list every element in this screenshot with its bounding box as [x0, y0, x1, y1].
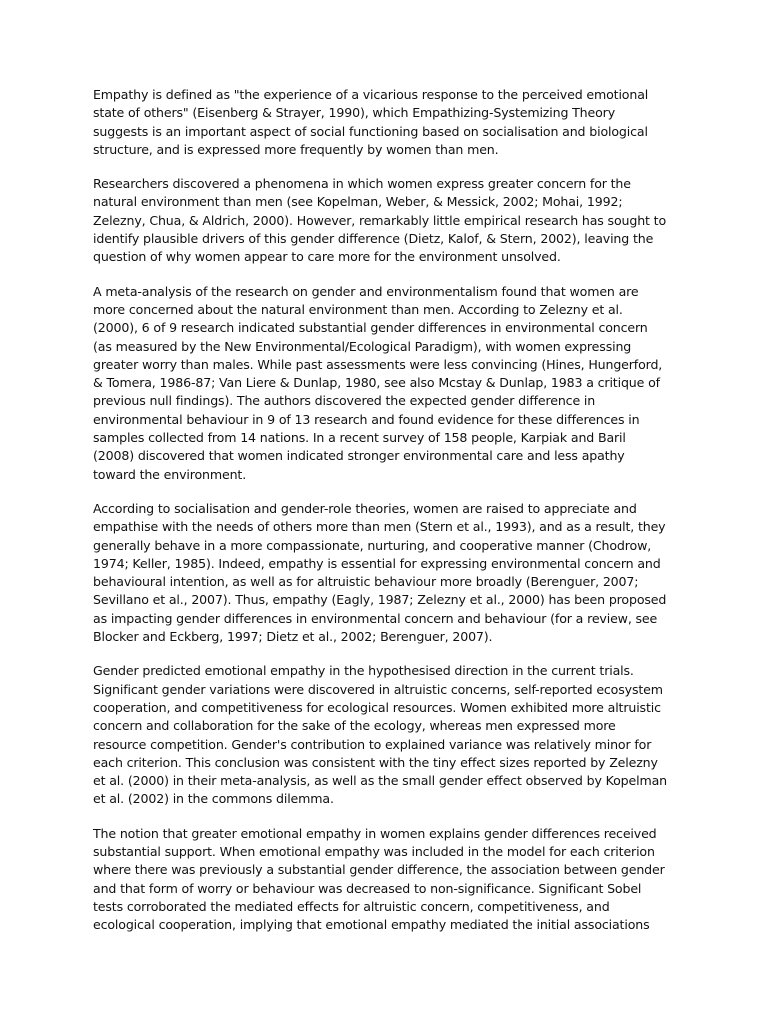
- text-line: behavioural intention, as well as for altruistic behaviour more broadly (Berenguer, 2007;: [93, 574, 639, 590]
- paragraph-emotional-empathy-support: [93, 825, 688, 935]
- paragraph-socialisation-theories: [93, 500, 688, 646]
- text-line: substantial support. When emotional empathy was included in the model for each criterion: [93, 843, 655, 859]
- text-line: tests corroborated the mediated effects for altruistic concern, competitiveness, and: [93, 898, 610, 914]
- text-line: generally behave in a more compassionate, nurturing, and cooperative manner (Chodrow,: [93, 537, 652, 553]
- text-line: Zelezny, Chua, & Aldrich, 2000). However, remarkably little empirical research has sought to: [93, 212, 667, 228]
- text-line: empathise with the needs of others more than men (Stern et al., 1993), and as a result, they: [93, 519, 666, 535]
- paragraph-researchers-phenomena: [93, 175, 688, 266]
- text-line: and that form of worry or behaviour was decreased to non-significance. Significant Sobel: [93, 880, 642, 896]
- text-line: samples collected from 14 nations. In a recent survey of 158 people, Karpiak and Baril: [93, 430, 626, 446]
- text-line: (2000), 6 of 9 research indicated substantial gender differences in environmental concern: [93, 320, 648, 336]
- text-line: cooperation, and competitiveness for ecological resources. Women exhibited more altruistic: [93, 699, 661, 715]
- text-line: identify plausible drivers of this gender difference (Dietz, Kalof, & Stern, 2002), leaving the: [93, 231, 654, 247]
- text-line: Sevillano et al., 2007). Thus, empathy (Eagly, 1987; Zelezny et al., 2000) has been proposed: [93, 592, 667, 608]
- text-line: resource competition. Gender's contribution to explained variance was relatively minor for: [93, 736, 652, 752]
- text-line: natural environment than men (see Kopelman, Weber, & Messick, 2002; Mohai, 1992;: [93, 194, 623, 210]
- text-line: ecological cooperation, implying that emotional empathy mediated the initial associations: [93, 917, 650, 933]
- text-line: Gender predicted emotional empathy in the hypothesised direction in the current trials.: [93, 663, 634, 679]
- text-line: Significant gender variations were discovered in altruistic concerns, self-reported ecosystem: [93, 681, 663, 697]
- text-line: According to socialisation and gender-role theories, women are raised to appreciate and: [93, 500, 637, 516]
- text-line: concern and collaboration for the sake of the ecology, whereas men expressed more: [93, 718, 616, 734]
- text-line: suggests is an important aspect of social functioning based on socialisation and biological: [93, 123, 648, 139]
- text-line: structure, and is expressed more frequently by women than men.: [93, 141, 499, 157]
- text-line: (as measured by the New Environmental/Ecological Paradigm), with women expressing: [93, 338, 632, 354]
- text-line: (2008) discovered that women indicated stronger environmental care and less apathy: [93, 448, 625, 464]
- text-line: Blocker and Eckberg, 1997; Dietz et al., 2002; Berenguer, 2007).: [93, 629, 493, 645]
- text-line: each criterion. This conclusion was consistent with the tiny effect sizes reported by Zelezny: [93, 754, 658, 770]
- text-line: The notion that greater emotional empathy in women explains gender differences received: [93, 825, 657, 841]
- text-line: previous null findings). The authors discovered the expected gender difference in: [93, 393, 596, 409]
- paragraph-gender-predicted: [93, 662, 688, 808]
- text-line: Researchers discovered a phenomena in which women express greater concern for the: [93, 176, 631, 192]
- text-line: 1974; Keller, 1985). Indeed, empathy is essential for expressing environmental concern and: [93, 555, 661, 571]
- text-line: where there was previously a substantial gender difference, the association between gender: [93, 862, 665, 878]
- text-line: A meta-analysis of the research on gender and environmentalism found that women are: [93, 283, 639, 299]
- text-line: as impacting gender differences in environmental concern and behaviour (for a review, see: [93, 610, 658, 626]
- paragraph-empathy-definition: [93, 86, 688, 159]
- text-line: et al. (2002) in the commons dilemma.: [93, 791, 334, 807]
- text-line: & Tomera, 1986-87; Van Liere & Dunlap, 1980, see also Mcstay & Dunlap, 1983 a critique of: [93, 375, 660, 391]
- text-line: Empathy is defined as "the experience of a vicarious response to the perceived emotional: [93, 87, 649, 102]
- paragraph-meta-analysis: [93, 283, 688, 484]
- text-line: state of others" (Eisenberg & Strayer, 1990), which Empathizing-Systemizing Theory: [93, 105, 616, 121]
- text-line: toward the environment.: [93, 466, 247, 482]
- text-line: question of why women appear to care more for the environment unsolved.: [93, 249, 561, 265]
- document-page: [93, 86, 688, 934]
- text-line: environmental behaviour in 9 of 13 research and found evidence for these differences in: [93, 411, 640, 427]
- text-line: et al. (2000) in their meta-analysis, as well as the small gender effect observed by Kopelman: [93, 773, 667, 789]
- text-line: more concerned about the natural environment than men. According to Zelezny et al.: [93, 301, 623, 317]
- text-line: greater worry than males. While past assessments were less convincing (Hines, Hungerford,: [93, 356, 663, 372]
